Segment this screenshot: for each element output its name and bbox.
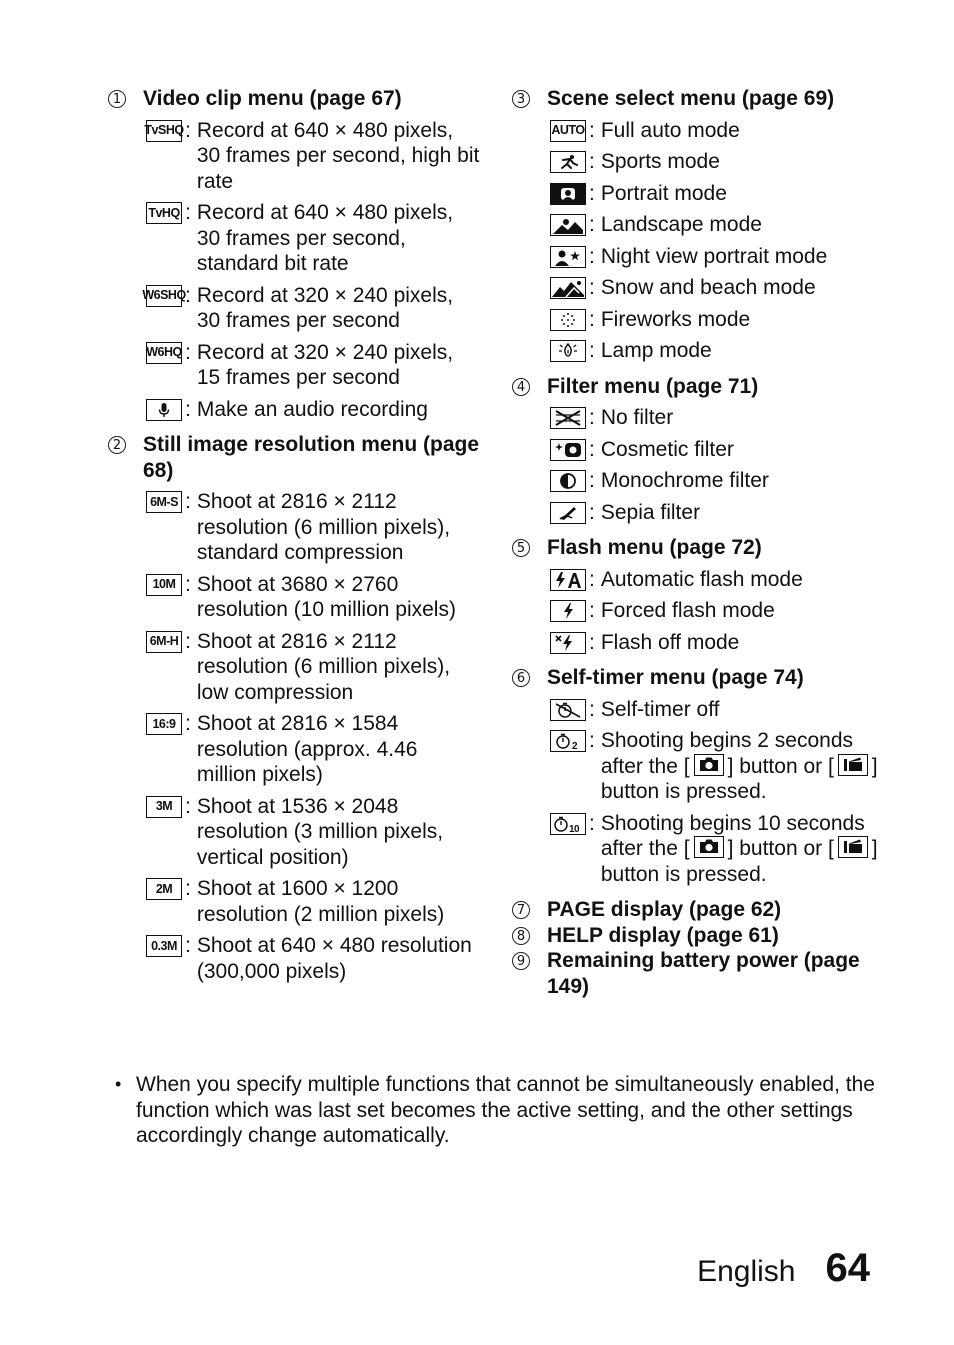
list-item: [146, 629, 480, 706]
colon: :: [589, 729, 595, 752]
video-button-icon: [838, 754, 868, 776]
sports-icon: [550, 151, 586, 173]
landscape-icon: [550, 214, 586, 236]
item-description: No filter: [600, 406, 674, 429]
monochrome-filter-icon: [550, 470, 586, 492]
section-heading: [512, 535, 892, 561]
page-footer: [697, 1246, 870, 1290]
list-item: [550, 598, 892, 624]
section-title: Flash menu (page 72): [547, 536, 762, 559]
camera-button-icon: [694, 836, 724, 858]
list-item: [550, 468, 892, 494]
item-description: Sepia filter: [600, 500, 701, 524]
flash-menu-section: [512, 535, 892, 655]
item-description: Sports mode: [600, 150, 720, 173]
item-description: Portrait mode: [600, 181, 727, 205]
list-item: [550, 728, 892, 805]
section-heading: [108, 432, 480, 483]
3m-vertical-icon: 3M: [146, 796, 182, 818]
item-description: [601, 728, 892, 805]
section-title: Scene select menu (page 69): [547, 87, 835, 110]
list-item: [146, 711, 480, 788]
section-title: PAGE display (page 62): [547, 898, 782, 921]
section-number: 4: [512, 378, 530, 396]
list-item: [146, 572, 480, 623]
list-item: [146, 489, 480, 566]
list-item: [550, 500, 892, 526]
colon: :: [185, 490, 191, 513]
item-description: Night view portrait mode: [600, 244, 828, 268]
page-display-heading: [512, 897, 892, 923]
section-title: Video clip menu (page 67): [143, 87, 402, 110]
item-description: Snow and beach mode: [600, 276, 816, 299]
list-item: [146, 794, 480, 871]
list-item: [550, 149, 892, 175]
section-title: Still image resolution menu (page 68): [143, 433, 480, 482]
section-number: 9: [512, 952, 530, 970]
10m-icon: 10M: [146, 574, 182, 596]
section-number: 2: [108, 436, 126, 454]
video-clip-menu-section: [108, 86, 480, 422]
cosmetic-filter-icon: [550, 439, 586, 461]
list-item: [550, 307, 892, 333]
timer2-text-b: ] button or [: [727, 754, 834, 778]
item-description: Lamp mode: [600, 339, 712, 362]
2m-icon: 2M: [146, 878, 182, 900]
section-number: 8: [512, 927, 530, 945]
filter-menu-section: [512, 374, 892, 526]
colon: :: [589, 500, 595, 524]
colon: :: [589, 437, 595, 461]
section-heading: [512, 374, 892, 400]
colon: :: [185, 712, 191, 735]
6m-s-icon: 6M-S: [146, 491, 182, 513]
timer10-text-b: ] button or [: [727, 837, 834, 860]
portrait-icon: [550, 183, 586, 205]
section-number: 6: [512, 669, 530, 687]
list-item: [146, 397, 480, 423]
colon: :: [589, 567, 595, 591]
left-column: [108, 86, 480, 994]
list-item: [550, 118, 892, 144]
help-display-heading: [512, 923, 892, 949]
fireworks-icon: [550, 309, 586, 331]
colon: :: [589, 469, 595, 492]
svg-text:2: 2: [572, 741, 578, 752]
colon: :: [589, 599, 595, 622]
note: [115, 1072, 875, 1149]
colon: :: [185, 118, 191, 142]
section-number: 7: [512, 901, 530, 919]
colon: :: [185, 794, 191, 818]
tv-hq-icon: TvHQ: [146, 202, 182, 224]
microphone-icon: [146, 399, 182, 421]
language-label: English: [697, 1255, 796, 1288]
page-number: 64: [825, 1246, 870, 1290]
list-item: [146, 933, 480, 984]
colon: :: [185, 283, 191, 307]
section-title: Filter menu (page 71): [547, 374, 759, 398]
item-description: Shoot at 1600 × 1200 resolution (2 million pixels): [196, 877, 445, 926]
colon: :: [185, 340, 191, 364]
self-timer-menu-section: [512, 665, 892, 887]
item-description: Landscape mode: [600, 213, 762, 236]
colon: :: [589, 276, 595, 299]
6m-h-icon: 6M-H: [146, 631, 182, 653]
list-item: [142, 283, 480, 334]
list-item: [550, 212, 892, 238]
section-title: Remaining battery power (page 149): [547, 949, 860, 998]
list-item: [146, 200, 480, 277]
item-description: Make an audio recording: [196, 397, 428, 421]
self-timer-10s-icon: [550, 813, 586, 835]
item-description: Shoot at 640 × 480 resolution (300,000 pixels): [196, 934, 472, 983]
item-description: Shoot at 2816 × 2112 resolution (6 million pixels), standard compression: [196, 490, 451, 564]
list-item: [550, 244, 892, 270]
note-text: When you specify multiple functions that cannot be simultaneously enabled, the function which was last set becomes the active setting, and the other settings accordingly change automatically.: [136, 1073, 875, 1147]
item-description: Shoot at 2816 × 2112 resolution (6 million pixels), low compression: [196, 629, 451, 704]
list-item: [550, 697, 892, 723]
colon: :: [589, 213, 595, 236]
night-portrait-icon: [550, 246, 586, 268]
list-item: [146, 340, 480, 391]
colon: :: [589, 150, 595, 173]
colon: :: [589, 307, 595, 331]
section-heading: [108, 86, 480, 112]
bullet: •: [115, 1074, 122, 1094]
colon: :: [185, 934, 191, 957]
list-item: [146, 876, 480, 927]
right-column: [512, 86, 892, 999]
section-number: 3: [512, 90, 530, 108]
section-number: 5: [512, 539, 530, 557]
colon: :: [589, 244, 595, 268]
list-item: [550, 181, 892, 207]
item-description: Record at 640 × 480 pixels, 30 frames per second, high bit rate: [196, 118, 480, 193]
section-heading: [512, 86, 892, 112]
lamp-icon: [550, 340, 586, 362]
self-timer-2s-icon: [550, 730, 586, 752]
0-3m-icon: 0.3M: [146, 935, 182, 957]
item-description: Automatic flash mode: [600, 567, 803, 591]
item-description: Forced flash mode: [600, 599, 775, 622]
video-button-icon: [838, 836, 868, 858]
flash-forced-icon: [550, 600, 586, 622]
colon: :: [185, 629, 191, 653]
self-timer-off-icon: [550, 699, 586, 721]
colon: :: [589, 697, 595, 721]
flash-off-icon: [550, 632, 586, 654]
item-description: Fireworks mode: [600, 307, 751, 331]
list-item: [550, 567, 892, 593]
colon: :: [589, 118, 595, 142]
timer2-text-c: ] button is pressed.: [600, 754, 878, 803]
item-description: Cosmetic filter: [600, 437, 734, 461]
colon: :: [589, 811, 595, 835]
tv-shq-icon: TvSHQ: [146, 120, 182, 142]
section-number: 1: [108, 90, 126, 108]
16-9-icon: 16:9: [146, 713, 182, 735]
item-description: Self-timer off: [600, 697, 720, 721]
item-description: Record at 320 × 240 pixels, 30 frames per second: [196, 283, 454, 332]
item-description: Record at 320 × 240 pixels, 15 frames per second: [196, 340, 454, 389]
web-hq-icon: W6HQ: [146, 342, 182, 364]
resolution-menu-section: [108, 432, 480, 984]
colon: :: [589, 406, 595, 429]
section-heading: [512, 665, 892, 691]
item-description: Flash off mode: [600, 630, 740, 654]
section-title: HELP display (page 61): [547, 923, 779, 947]
timer10-text-c: ] button is pressed.: [600, 837, 878, 886]
list-item: [550, 338, 892, 364]
section-title: Self-timer menu (page 74): [547, 666, 804, 689]
colon: :: [185, 397, 191, 421]
colon: :: [589, 339, 595, 362]
item-description: Monochrome filter: [600, 469, 769, 492]
svg-text:10: 10: [569, 823, 580, 835]
camera-button-icon: [694, 754, 724, 776]
snow-beach-icon: [550, 277, 586, 299]
timer2-text-a: Shooting begins 2 seconds after the [: [600, 729, 854, 778]
list-item: [550, 437, 892, 463]
battery-power-heading: [512, 948, 892, 999]
timer10-text-a: Shooting begins 10 seconds after the [: [600, 811, 865, 860]
item-description: Shoot at 1536 × 2048 resolution (3 million pixels, vertical position): [196, 794, 444, 869]
flash-auto-icon: [550, 569, 586, 591]
scene-select-menu-section: [512, 86, 892, 364]
colon: :: [185, 572, 191, 596]
list-item: [550, 811, 892, 888]
list-item: [550, 630, 892, 656]
colon: :: [185, 877, 191, 900]
auto-mode-icon: AUTO: [550, 120, 586, 142]
colon: :: [185, 201, 191, 224]
list-item: [550, 405, 892, 431]
list-item: [550, 275, 892, 301]
item-description: Full auto mode: [600, 118, 740, 142]
sepia-filter-icon: [550, 502, 586, 524]
colon: :: [589, 630, 595, 654]
item-description: Shoot at 2816 × 1584 resolution (approx. 4.46 million pixels): [196, 712, 418, 786]
web-shq-icon: W6SHQ: [146, 285, 182, 307]
item-description: [601, 811, 892, 888]
item-description: Record at 640 × 480 pixels, 30 frames per second, standard bit rate: [196, 201, 454, 275]
colon: :: [589, 181, 595, 205]
item-description: Shoot at 3680 × 2760 resolution (10 million pixels): [196, 572, 456, 621]
no-filter-icon: [550, 407, 586, 429]
list-item: [146, 118, 480, 195]
